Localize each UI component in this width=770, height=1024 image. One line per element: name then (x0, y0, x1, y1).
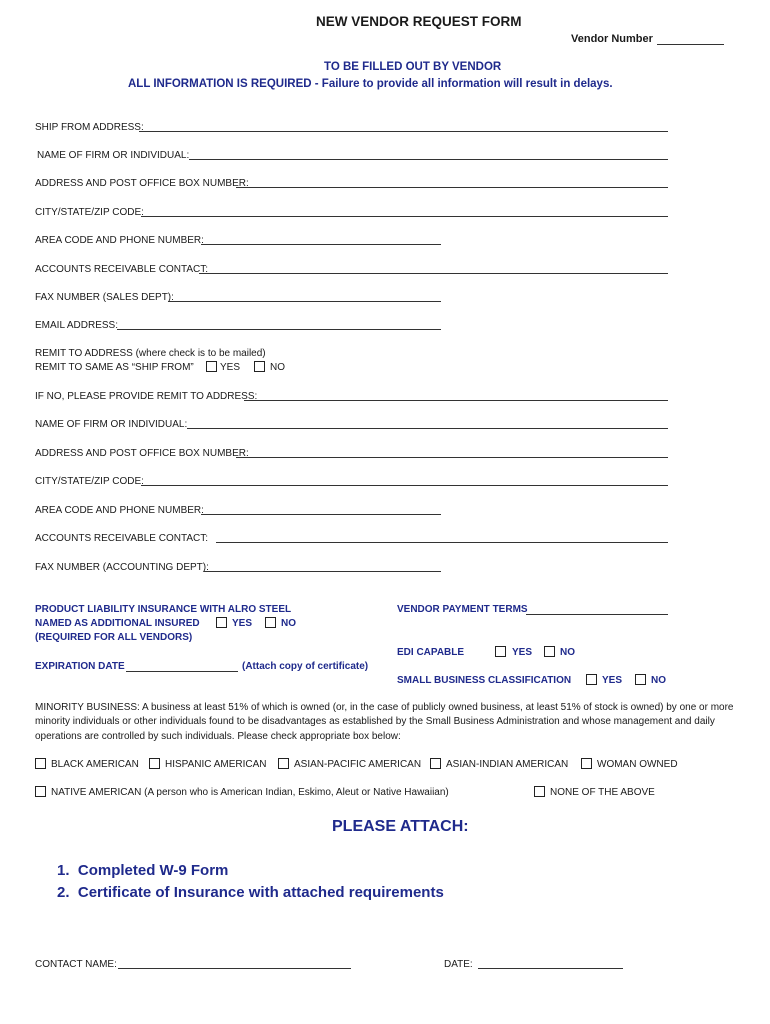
fax-accounting-field[interactable] (204, 571, 441, 572)
payment-terms-label: VENDOR PAYMENT TERMS (397, 604, 528, 615)
attach-item-1-text: Completed W-9 Form (77, 862, 229, 879)
ship-from-label: SHIP FROM ADDRESS: (35, 122, 144, 133)
if-no-remit-label: IF NO, PLEASE PROVIDE REMIT TO ADDRESS: (35, 391, 258, 402)
small-business-yes-label: YES (602, 675, 623, 686)
insurance-line1: PRODUCT LIABILITY INSURANCE WITH ALRO STEEL (35, 604, 292, 615)
small-business-no-checkbox[interactable] (635, 674, 646, 685)
edi-capable-label: EDI CAPABLE (397, 647, 465, 658)
notice-all-required: ALL INFORMATION IS REQUIRED - Failure to provide all information will result in delays. (128, 78, 613, 90)
insurance-no-label: NO (281, 618, 296, 629)
date-label: DATE: (444, 959, 473, 970)
asian-indian-label: ASIAN-INDIAN AMERICAN (446, 759, 569, 770)
attach-item-1 (57, 862, 228, 879)
fax-sales-label: FAX NUMBER (SALES DEPT): (35, 292, 174, 303)
hispanic-american-checkbox[interactable] (149, 758, 160, 769)
remit-same-label: REMIT TO SAME AS “SHIP FROM” (35, 362, 194, 373)
remit-yes-label: YES (220, 362, 241, 373)
remit-yes-checkbox[interactable] (206, 361, 217, 372)
insurance-yes-checkbox[interactable] (216, 617, 227, 628)
none-of-above-label: NONE OF THE ABOVE (550, 787, 655, 798)
black-american-label: BLACK AMERICAN (51, 759, 139, 770)
ar-contact-label: ACCOUNTS RECEIVABLE CONTACT: (35, 264, 208, 275)
please-attach-heading: PLEASE ATTACH: (332, 818, 469, 835)
remit-firm-name-label: NAME OF FIRM OR INDIVIDUAL: (35, 419, 188, 430)
insurance-yes-label: YES (232, 618, 253, 629)
address-po-field[interactable] (236, 187, 668, 188)
phone-label: AREA CODE AND PHONE NUMBER: (35, 235, 204, 246)
remit-firm-name-field[interactable] (187, 428, 668, 429)
attach-certificate-note: (Attach copy of certificate) (242, 661, 369, 672)
notice-fill-by-vendor: TO BE FILLED OUT BY VENDOR (324, 61, 502, 73)
remit-address-po-field[interactable] (236, 457, 668, 458)
remit-ar-contact-label: ACCOUNTS RECEIVABLE CONTACT: (35, 533, 208, 544)
remit-phone-label: AREA CODE AND PHONE NUMBER: (35, 505, 204, 516)
asian-indian-checkbox[interactable] (430, 758, 441, 769)
remit-no-checkbox[interactable] (254, 361, 265, 372)
asian-pacific-checkbox[interactable] (278, 758, 289, 769)
small-business-no-label: NO (651, 675, 666, 686)
remit-phone-field[interactable] (201, 514, 441, 515)
edi-yes-label: YES (512, 647, 533, 658)
ar-contact-field[interactable] (199, 273, 668, 274)
if-no-remit-field[interactable] (244, 400, 668, 401)
insurance-no-checkbox[interactable] (265, 617, 276, 628)
edi-no-label: NO (560, 647, 575, 658)
remit-city-state-zip-label: CITY/STATE/ZIP CODE: (35, 476, 144, 487)
remit-ar-contact-field[interactable] (216, 542, 668, 543)
small-business-label: SMALL BUSINESS CLASSIFICATION (397, 675, 572, 686)
attach-item-2 (57, 884, 444, 901)
edi-yes-checkbox[interactable] (495, 646, 506, 657)
date-field[interactable] (478, 968, 623, 969)
fax-sales-field[interactable] (168, 301, 441, 302)
black-american-checkbox[interactable] (35, 758, 46, 769)
hispanic-american-label: HISPANIC AMERICAN (165, 759, 267, 770)
small-business-yes-checkbox[interactable] (586, 674, 597, 685)
vendor-number-label: Vendor Number (571, 33, 653, 45)
woman-owned-checkbox[interactable] (581, 758, 592, 769)
native-american-checkbox[interactable] (35, 786, 46, 797)
city-state-zip-label: CITY/STATE/ZIP CODE: (35, 207, 144, 218)
phone-field[interactable] (201, 244, 441, 245)
firm-name-label: NAME OF FIRM OR INDIVIDUAL: (37, 150, 190, 161)
insurance-line2: NAMED AS ADDITIONAL INSURED (35, 618, 200, 629)
none-of-above-checkbox[interactable] (534, 786, 545, 797)
email-label: EMAIL ADDRESS: (35, 320, 118, 331)
form-title: NEW VENDOR REQUEST FORM (316, 14, 522, 29)
ship-from-field[interactable] (139, 131, 668, 132)
remit-to-label: REMIT TO ADDRESS (where check is to be mailed) (35, 348, 266, 359)
asian-pacific-label: ASIAN-PACIFIC AMERICAN (294, 759, 422, 770)
attach-item-2-number: 2. (57, 884, 78, 901)
edi-no-checkbox[interactable] (544, 646, 555, 657)
contact-name-label: CONTACT NAME: (35, 959, 117, 970)
contact-name-field[interactable] (118, 968, 351, 969)
expiration-date-field[interactable] (126, 671, 238, 672)
address-po-label: ADDRESS AND POST OFFICE BOX NUMBER: (35, 178, 249, 189)
native-american-label: NATIVE AMERICAN (A person who is American Indian, Eskimo, Aleut or Native Hawaiian) (51, 787, 449, 798)
vendor-number-field[interactable] (657, 44, 724, 45)
firm-name-field[interactable] (189, 159, 668, 160)
woman-owned-label: WOMAN OWNED (597, 759, 678, 770)
attach-item-1-number: 1. (57, 862, 78, 879)
attach-item-2-text: Certificate of Insurance with attached requirements (77, 884, 444, 901)
payment-terms-field[interactable] (526, 614, 668, 615)
city-state-zip-field[interactable] (141, 216, 668, 217)
remit-city-state-zip-field[interactable] (141, 485, 668, 486)
fax-accounting-label: FAX NUMBER (ACCOUNTING DEPT): (35, 562, 209, 573)
email-field[interactable] (117, 329, 441, 330)
minority-business-text: MINORITY BUSINESS: A business at least 51% of which is owned (or, in the case of publicly owned business, at least 51% of stock is owned) by one or more minority individuals or other individuals found to be disadvantages as established by the Small Business Administration and whose management and daily operations are controlled by such individuals. Please check appropriate box below: (35, 702, 734, 742)
remit-no-label: NO (270, 362, 285, 373)
remit-address-po-label: ADDRESS AND POST OFFICE BOX NUMBER: (35, 448, 249, 459)
expiration-date-label: EXPIRATION DATE (35, 661, 125, 672)
insurance-line3: (REQUIRED FOR ALL VENDORS) (35, 632, 193, 643)
